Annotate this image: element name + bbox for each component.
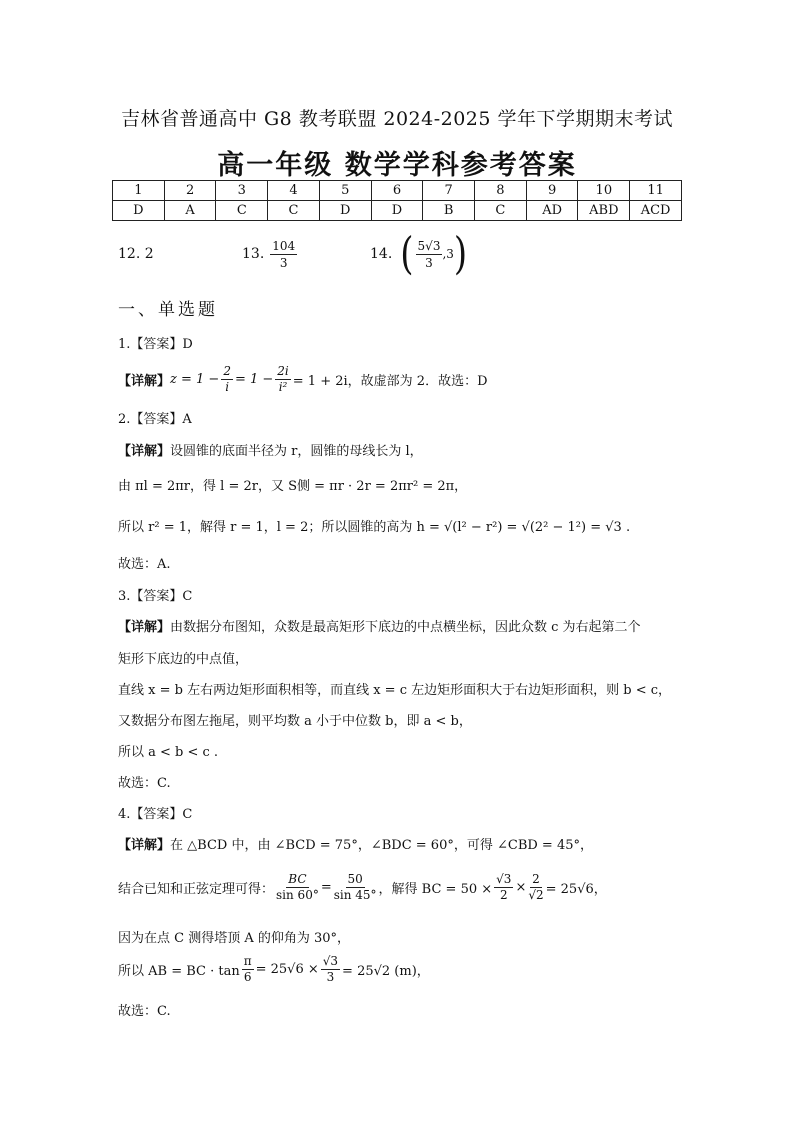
q13-denominator: 3: [279, 255, 288, 270]
question-number-cell: 4: [268, 181, 320, 201]
q4-frac-3: [494, 872, 513, 903]
question-number-cell: 1: [113, 181, 165, 201]
q13-fraction: [270, 238, 297, 271]
question-number-cell: 5: [319, 181, 371, 201]
q3-detail-6: 故选：C.: [118, 776, 171, 791]
q3-answer: 3.【答案】C: [118, 589, 193, 604]
q4-text-a: 结合已知和正弦定理可得：: [118, 881, 275, 897]
q2-detail-4: 故选：A.: [118, 557, 171, 572]
q4-detail-2: [118, 868, 607, 906]
q3-detail-4: 又数据分布图左拖尾，则平均数 a 小于中位数 b，即 a < b，: [118, 714, 472, 729]
question-number-cell: 6: [371, 181, 423, 201]
q2-answer: 2.【答案】A: [118, 412, 192, 427]
q3-detail-2: 矩形下底边的中点值，: [118, 652, 249, 667]
frac-num: 2: [532, 871, 540, 886]
q4-frac-6: [321, 954, 340, 985]
q2-detail-3: 所以 r² = 1，解得 r = 1，l = 2；所以圆锥的高为 h = √(l² − r²) = √(2² − 1²) = √3 .: [118, 520, 631, 535]
answer-cell: D: [371, 201, 423, 221]
q4-frac-2: [334, 872, 377, 903]
question-number-cell: 8: [475, 181, 527, 201]
q4-text-c: = 25√2 (m)，: [342, 963, 430, 979]
q4-frac-5: [242, 954, 254, 985]
q4-frac-4: [528, 872, 543, 903]
q4-text-b: = 25√6 ×: [255, 961, 319, 977]
question-number-row: [113, 181, 682, 201]
answer-cell: B: [423, 201, 475, 221]
frac-den: 6: [243, 969, 252, 984]
q2-detail-1: [118, 440, 423, 459]
frac-den: √2: [528, 887, 544, 902]
q2-text: 设圆锥的底面半径为 r，圆锥的母线长为 l，: [170, 444, 423, 459]
q13-label: 13.: [242, 246, 265, 262]
q13-numerator: 104: [272, 238, 296, 253]
q14-label: 14.: [370, 246, 393, 262]
answer-row: [113, 201, 682, 221]
q14-fraction: [416, 238, 443, 271]
q14-numerator: 5√3: [417, 238, 441, 253]
question-number-cell: 2: [164, 181, 216, 201]
exam-title: 吉林省普通高中 G8 教考联盟 2024-2025 学年下学期期末考试: [120, 108, 674, 130]
question-number-cell: 10: [578, 181, 630, 201]
frac-num: 2: [223, 363, 231, 378]
frac-den: i²: [278, 379, 288, 394]
frac-num: √3: [496, 871, 512, 886]
answer-cell: C: [475, 201, 527, 221]
answer-cell: D: [113, 201, 165, 221]
answer-cell: ACD: [630, 201, 682, 221]
q4-text-a: 所以 AB = BC · tan: [118, 963, 240, 979]
q4-text: 在 △BCD 中，由 ∠BCD = 75°，∠BDC = 60°，可得 ∠CBD = 45°，: [170, 838, 593, 853]
q1-detail: [118, 362, 488, 396]
frac-num: √3: [322, 953, 339, 968]
frac-num: π: [243, 953, 252, 968]
fill-in-answers: [118, 230, 718, 278]
q12-answer: 12. 2: [118, 246, 154, 262]
answer-key-title: 高一年级 数学学科参考答案: [217, 150, 577, 181]
q14-answer: [370, 230, 467, 278]
q1-expr-c: = 1 + 2i，故虚部为 2．故选：D: [292, 373, 488, 389]
answer-cell: D: [319, 201, 371, 221]
frac-den: sin 60°: [276, 887, 319, 902]
frac-num: 50: [347, 871, 363, 886]
detail-tag: 【详解】: [118, 620, 171, 635]
q4-answer: 4.【答案】C: [118, 807, 193, 822]
q14-tail: ,3: [442, 247, 454, 261]
question-number-cell: 3: [216, 181, 268, 201]
q4-frac-1: [276, 872, 319, 903]
frac-num: BC: [288, 871, 307, 886]
answer-cell: C: [216, 201, 268, 221]
q3-detail-5: 所以 a < b < c .: [118, 745, 219, 760]
frac-den: i: [225, 379, 230, 394]
q13-answer: [242, 230, 297, 278]
q4-detail-4: [118, 950, 430, 988]
answer-cell: AD: [526, 201, 578, 221]
question-number-cell: 7: [423, 181, 475, 201]
q1-answer: 1.【答案】D: [118, 337, 193, 352]
q4-detail-1: [118, 834, 593, 853]
q1-expr-a: z = 1 −: [170, 371, 220, 387]
q4-detail-3: 因为在点 C 测得塔顶 A 的仰角为 30°，: [118, 931, 351, 946]
q3-detail-3: 直线 x = b 左右两边矩形面积相等，而直线 x = c 左边矩形面积大于右边矩形面积，则 b < c，: [118, 683, 672, 698]
detail-tag: 【详解】: [118, 373, 171, 389]
detail-tag: 【详解】: [118, 444, 171, 459]
q2-detail-2: 由 πl = 2πr，得 l = 2r，又 S侧 = πr · 2r = 2πr² = 2π，: [118, 479, 468, 494]
q3-detail-1: [118, 616, 641, 635]
left-paren: (: [400, 228, 414, 280]
q4-times: ×: [515, 879, 527, 895]
q4-text-c: = 25√6，: [545, 881, 607, 897]
answer-cell: A: [164, 201, 216, 221]
section-title: 一、单选题: [118, 300, 218, 320]
question-number-cell: 9: [526, 181, 578, 201]
right-paren: ): [453, 228, 468, 280]
q1-expr-b: = 1 −: [234, 371, 274, 387]
frac-den: 2: [499, 887, 508, 902]
q4-text-b: ，解得 BC = 50 ×: [378, 881, 493, 897]
frac-den: sin 45°: [333, 887, 377, 902]
question-number-cell: 11: [630, 181, 682, 201]
q1-frac-1: [221, 364, 233, 395]
q4-detail-5: 故选：C.: [118, 1004, 171, 1019]
answer-cell: C: [268, 201, 320, 221]
frac-num: 2i: [277, 363, 289, 378]
detail-tag: 【详解】: [118, 838, 171, 853]
answer-cell: ABD: [578, 201, 630, 221]
frac-den: 3: [326, 969, 335, 984]
q1-frac-2: [275, 364, 290, 395]
q14-denominator: 3: [425, 255, 433, 270]
answer-table: [112, 180, 682, 221]
q4-eq: =: [320, 879, 332, 895]
q3-text: 由数据分布图知，众数是最高矩形下底边的中点横坐标，因此众数 c 为右起第二个: [170, 620, 641, 635]
